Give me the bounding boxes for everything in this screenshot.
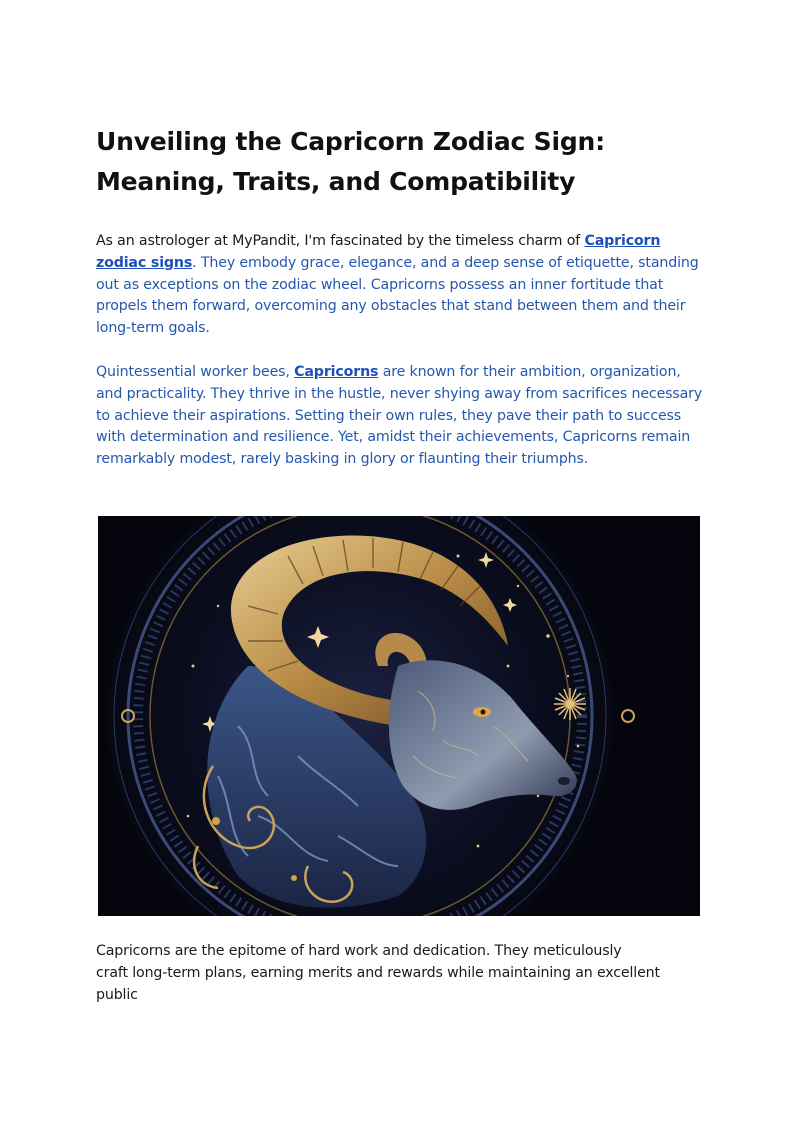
traits-paragraph bbox=[96, 362, 706, 471]
title-line-2: Meaning, Traits, and Compatibility bbox=[96, 167, 576, 196]
capricorns-link[interactable]: Capricorns bbox=[294, 363, 379, 380]
hard-work-line-1: Capricorns are the epitome of hard work and dedication. They meticulously bbox=[96, 943, 622, 959]
intro-rest-text: . They embody grace, elegance, and a deep sense of etiquette, standing out as exceptions on the zodiac wheel. Capricorns possess an inner fortitude that propels them forward, overcoming any obstacles that stand between them and their long-term goals. bbox=[96, 254, 699, 337]
hard-work-line-3: public bbox=[96, 986, 138, 1003]
page-title bbox=[96, 122, 706, 202]
article bbox=[96, 122, 706, 471]
title-line-1: Unveiling the Capricorn Zodiac Sign: bbox=[96, 127, 605, 156]
hard-work-line-2: craft long-term plans, earning merits and rewards while maintaining an excellent bbox=[96, 964, 660, 981]
capricorn-zodiac-signs-link[interactable]: Capricorn zodiac signs bbox=[96, 233, 661, 271]
traits-intro-text: Quintessential worker bees, bbox=[96, 363, 295, 380]
intro-text: As an astrologer at MyPandit, I'm fascinated by the timeless charm of bbox=[96, 233, 585, 249]
hard-work-paragraph bbox=[96, 941, 706, 1006]
capricorn-goat-image bbox=[98, 516, 700, 916]
intro-paragraph bbox=[96, 231, 706, 340]
capricorn-illustration bbox=[98, 516, 700, 916]
traits-rest-text: are known for their ambition, organization, and practicality. They thrive in the hustle, never shying away from sacrifices necessary to achieve their aspirations. Setting their own rules, they pave their path to success with determination and resilience. Yet, amidst their achievements, Capricorns remain remarkably modest, rarely basking in glory or flaunting their triumphs. bbox=[96, 363, 703, 468]
